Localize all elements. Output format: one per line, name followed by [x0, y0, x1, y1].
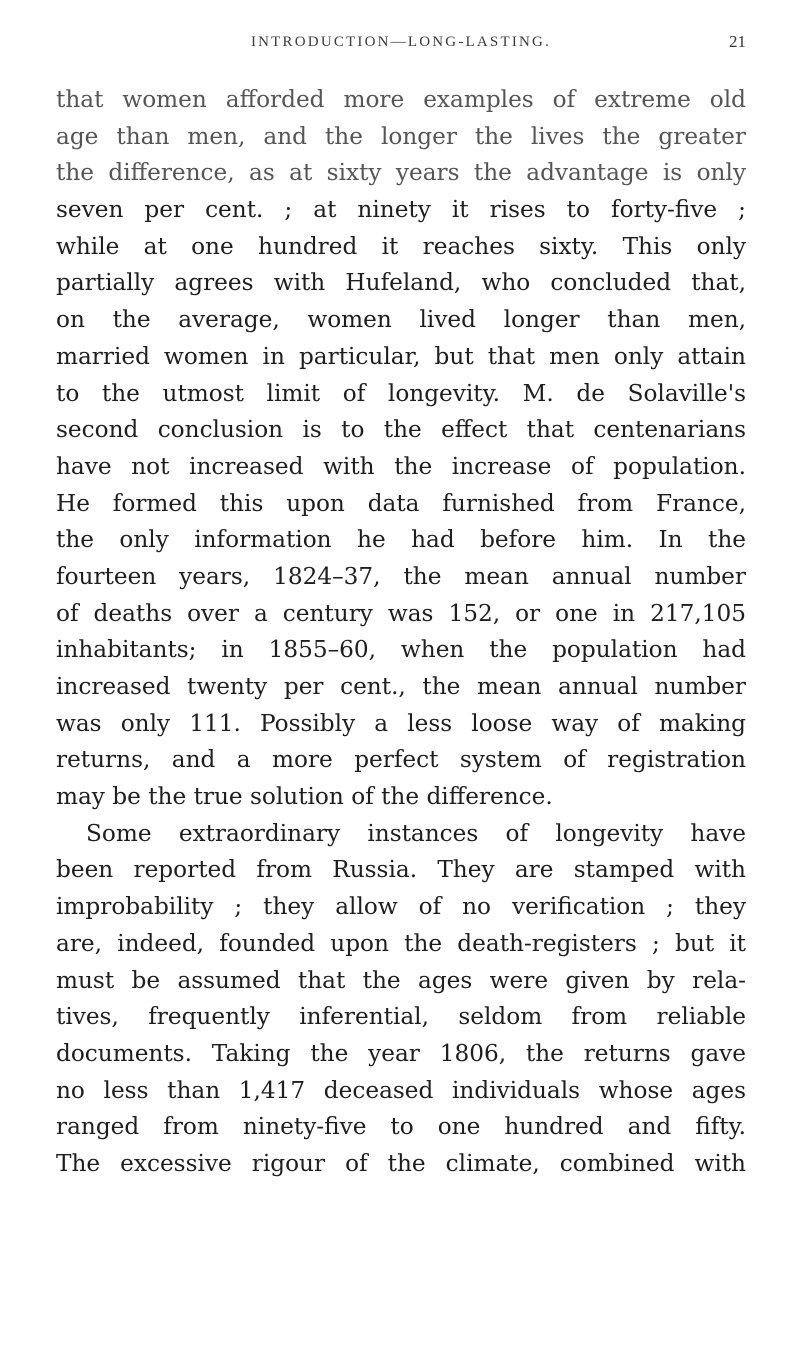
- text-line: on the average, women lived longer than men,: [56, 306, 746, 334]
- text-line: may be the true solution of the difference.: [56, 783, 553, 811]
- text-line: must be assumed that the ages were given by rela-: [56, 966, 746, 994]
- text-line: age than men, and the longer the lives the greater: [56, 122, 746, 150]
- text-line: Some extraordinary instances of longevity have: [86, 819, 746, 847]
- text-line: of deaths over a century was 152, or one in 217,105: [56, 599, 746, 627]
- text-line: improbability ; they allow of no verification ; they: [56, 893, 746, 921]
- text-line: are, indeed, founded upon the death-registers ; but it: [56, 929, 746, 957]
- page-number: 21: [729, 32, 746, 51]
- running-head: [56, 28, 746, 58]
- text-line: have not increased with the increase of population.: [56, 452, 746, 480]
- text-line: married women in particular, but that men only attain: [56, 342, 746, 370]
- text-line: He formed this upon data furnished from France,: [56, 489, 746, 517]
- running-title: INTRODUCTION—LONG-LASTING.: [250, 34, 552, 50]
- text-line: second conclusion is to the effect that centenarians: [56, 416, 746, 444]
- text-line: partially agrees with Hufeland, who concluded that,: [56, 269, 746, 297]
- text-line: while at one hundred it reaches sixty. This only: [56, 232, 746, 260]
- text-line: ranged from ninety-five to one hundred and fifty.: [56, 1113, 746, 1141]
- text-line: returns, and a more perfect system of registration: [56, 746, 746, 774]
- text-line: The excessive rigour of the climate, combined with: [56, 1149, 746, 1177]
- text-line: increased twenty per cent., the mean annual number: [56, 673, 746, 700]
- text-line: been reported from Russia. They are stamped with: [56, 856, 746, 884]
- text-line: was only 111. Possibly a less loose way of making: [56, 709, 746, 737]
- text-line: that women afforded more examples of extreme old: [56, 86, 746, 113]
- text-line: the difference, as at sixty years the advantage is only: [56, 159, 746, 187]
- text-line: the only information he had before him. In the: [56, 526, 746, 554]
- text-line: seven per cent. ; at ninety it rises to forty-five ;: [56, 196, 746, 224]
- text-line: documents. Taking the year 1806, the returns gave: [56, 1039, 746, 1067]
- text-line: inhabitants; in 1855–60, when the population had: [56, 636, 746, 664]
- text-line: tives, frequently inferential, seldom from reliable: [56, 1003, 746, 1031]
- text-line: no less than 1,417 deceased individuals whose ages: [56, 1076, 746, 1104]
- text-line: fourteen years, 1824–37, the mean annual number: [56, 562, 746, 590]
- text-line: to the utmost limit of longevity. M. de Solaville's: [56, 379, 746, 407]
- body-text: [56, 82, 746, 1183]
